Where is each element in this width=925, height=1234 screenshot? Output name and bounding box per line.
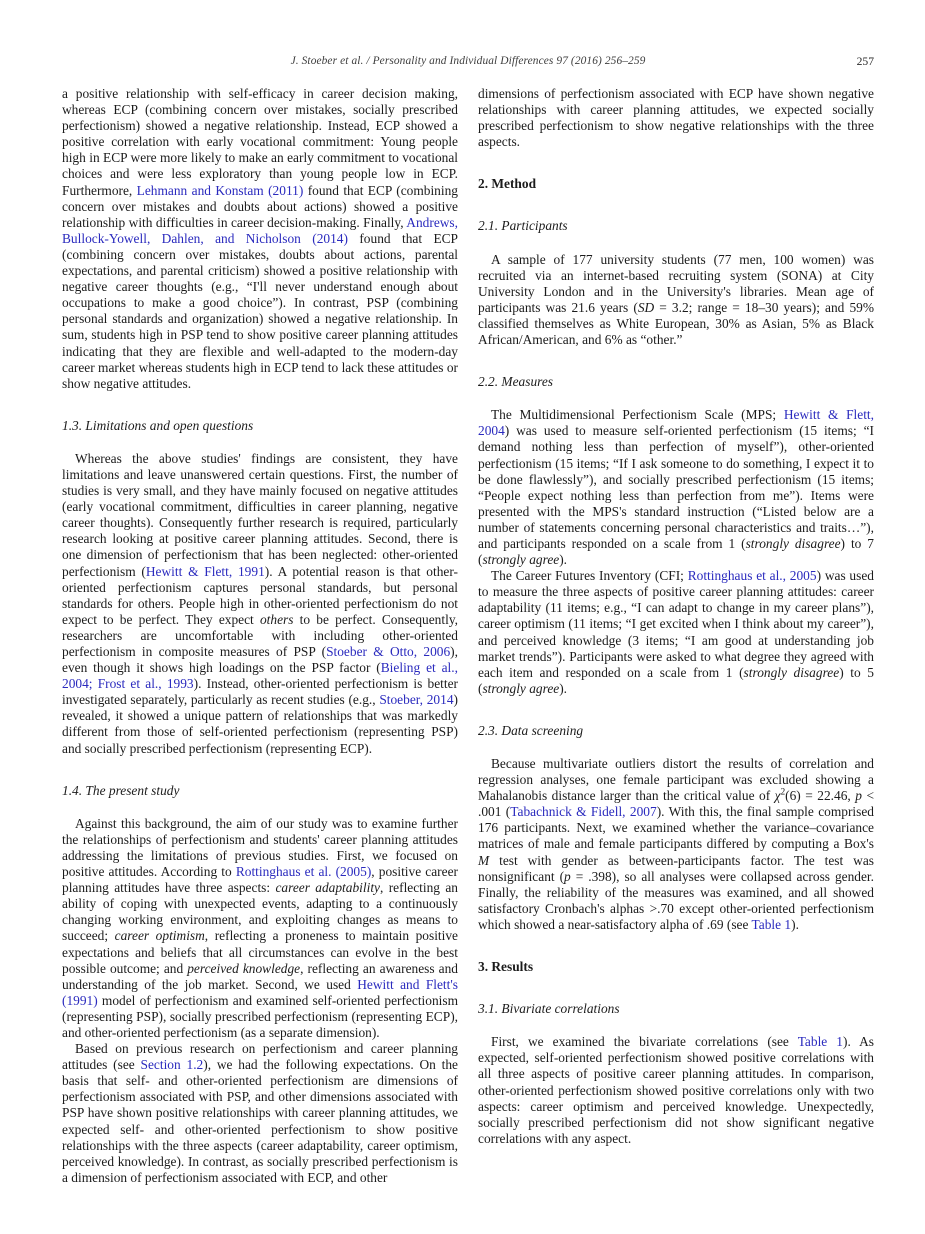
paragraph bbox=[478, 86, 874, 150]
text-run: First, we examined the bivariate correlations (see bbox=[491, 1034, 798, 1050]
text-run: ), even though it shows high loadings on the PSP factor ( bbox=[62, 644, 458, 676]
column-right bbox=[478, 86, 874, 1186]
text-run: , reflecting an ability of coping with unexpected events, adapting to a continuously changing working environment, and exploiting changes as means to succeed; bbox=[62, 880, 459, 944]
citation-link[interactable]: Stoeber, 2014 bbox=[379, 692, 454, 708]
citation-link[interactable]: Tabachnick & Fidell, 2007 bbox=[510, 804, 657, 820]
text-run: found that ECP (combining concern over mistakes and doubts about actions) showed a positive relationship with difficulties in career decision-making. Finally, bbox=[62, 182, 458, 230]
text-run: ). With this, the final sample comprised 176 participants. Next, we examined whether the variance–covariance matrices of male and female participants differed by computing a Box's bbox=[478, 804, 874, 852]
text-run: M bbox=[478, 852, 490, 868]
text-run: dimensions of perfectionism associated with ECP have shown negative relationships with career planning attitudes, we expected socially prescribed perfectionism to show negative relationships with the three aspects. bbox=[478, 86, 874, 150]
citation-link[interactable]: Table 1 bbox=[751, 916, 792, 932]
text-run: ) to 7 ( bbox=[478, 535, 874, 568]
text-run: a positive relationship with self-efficacy in career decision making, whereas ECP (combining concern over mistakes, socially prescribed perfectionism) showed a negative relationship. Instead, ECP showed a positive correlation with early vocational commitment: Young people high in ECP were more likely to make an early commitment to vocational choices and were less exploratory than young people low in ECP. Furthermore, bbox=[62, 86, 458, 198]
citation-link[interactable]: Hewitt & Flett, 1991 bbox=[145, 563, 265, 579]
citation-link[interactable]: Hewitt & Flett, 2004 bbox=[478, 407, 874, 439]
text-run: ). A potential reason is that other-oriented perfectionism captures personal standards, but personal standards for others. People high in other-oriented perfectionism do not expect to be perfect. They expect bbox=[62, 563, 458, 627]
paragraph bbox=[478, 756, 874, 933]
text-run: (6) = 22.46, bbox=[785, 788, 856, 804]
text-run: = .398), so all analyses were collapsed across gender. Finally, the reliability of the measures was examined, and all showed satisfactory Cronbach's alphas >.70 except other-oriented perfectionism which showed a near-satisfactory alpha of .69 (see bbox=[478, 868, 874, 932]
text-run: career adaptability bbox=[275, 880, 380, 896]
text-run: found that ECP (combining concern over mistakes, doubts about actions, parental expectations, and parental criticism) showed a positive relationship with negative career thoughts (e.g., “I'll never understand enough about occupations to make a good choice”). In contrast, PSP (combining personal standards and organization) showed a negative relationship. In sum, students high in PSP tend to show positive career planning attitudes indicating that they are flexible and well-adapted to the modern-day career market whereas students high in ECP tend to lack these attitudes or show negative attitudes. bbox=[62, 230, 459, 391]
paragraph bbox=[62, 1041, 458, 1186]
section-heading: 2. Method bbox=[478, 176, 537, 192]
section-heading: 3. Results bbox=[478, 959, 534, 975]
text-run: to be perfect. Consequently, researchers are uncomfortable with including other-oriented perfectionism in composite measures of PSP ( bbox=[62, 611, 458, 659]
text-run: SD bbox=[637, 299, 655, 315]
citation-link[interactable]: Stoeber & Otto, 2006 bbox=[326, 644, 451, 659]
citation-link[interactable]: Table 1 bbox=[797, 1034, 843, 1050]
text-run: strongly agree bbox=[482, 552, 560, 568]
citation-link[interactable]: Rottinghaus et al. (2005) bbox=[235, 864, 372, 880]
text-run: , reflecting an awareness and understanding of the job market. Second, we used bbox=[62, 960, 458, 992]
paragraph bbox=[478, 252, 874, 349]
text-run: The Multidimensional Perfectionism Scale (MPS; bbox=[491, 407, 784, 423]
subsection-heading: 2.3. Data screening bbox=[478, 722, 584, 738]
text-run: ) revealed, it showed a unique pattern of relationships that was markedly different from those of self-oriented perfectionism (representing PSP) and socially prescribed perfectionism (representing ECP). bbox=[62, 692, 458, 756]
text-run: χ bbox=[774, 788, 781, 804]
text-run: ) was used to measure self-oriented perfectionism (15 items; “I demand nothing less than perfection of myself”), other-oriented perfectionism (15 items; “If I ask someone to do something, I expect it to be done flawlessly”), and socially prescribed perfectionism (15 items; “People expect nothing less than perfection from me”). Items were presented with the MPS's standard instruction (“Listed below are a number of statements concerning personal characteristics and traits…”), and participants responded on a scale from 1 ( bbox=[478, 423, 874, 551]
text-run: Whereas the above studies' findings are consistent, they have limitations and leave unanswered certain questions. First, the number of studies is very small, and they have mainly focused on negative attitudes (early vocational commitment, difficulties in career planning, negative career thoughts). Consequently further research is required, particularly research looking at positive career planning attitudes. Second, there is one dimension of perfectionism that has been neglected: other-oriented perfectionism ( bbox=[62, 450, 458, 579]
running-title: J. Stoeber et al. / Personality and Individual Differences 97 (2016) 256–259 bbox=[290, 55, 646, 67]
text-run: test with gender as between-participants factor. The test was nonsignificant ( bbox=[478, 852, 874, 884]
text-run: ). bbox=[791, 916, 799, 932]
text-run: perceived knowledge bbox=[187, 960, 301, 976]
text-run: A sample of 177 university students (77 men, 100 women) was recruited via an internet-based recruiting system (SONA) at City University London and in the University's libraries. Mean age of participants was 21.6 years ( bbox=[478, 251, 874, 315]
paragraph bbox=[478, 568, 874, 697]
text-run: model of perfectionism and examined self-oriented perfectionism (representing PSP), socially prescribed perfectionism (representing ECP), and other-oriented perfectionism (as a separate dimension). bbox=[62, 992, 458, 1040]
citation-link[interactable]: Section 1.2 bbox=[140, 1057, 204, 1073]
text-run: , reflecting a proneness to maintain positive expectations and beliefs that all circumstances can evolve in the best possible outcome; and bbox=[62, 928, 458, 976]
two-column-body bbox=[62, 86, 874, 1186]
citation-link[interactable]: Andrews, Bullock-Yowell, Dahlen, and Nicholson (2014) bbox=[62, 214, 458, 246]
text-run: Based on previous research on perfectionism and career planning attitudes (see bbox=[62, 1041, 458, 1073]
text-run: The Career Futures Inventory (CFI; bbox=[491, 568, 688, 584]
text-run: strongly disagree bbox=[743, 664, 840, 680]
text-run: , positive career planning attitudes have three aspects: bbox=[62, 864, 458, 896]
text-run: Because multivariate outliers distort the results of correlation and regression analyses, one female participant was excluded showing a Mahalanobis distance larger than the critical value of bbox=[478, 756, 874, 804]
paragraph bbox=[478, 1034, 874, 1147]
text-run: ) was used to measure the three aspects of positive career planning attitudes: career adaptability (11 items; e.g., “I can adapt to change in my career plans”), career optimism (11 items; “I get excited when I think about my career”), and perceived knowledge (3 items; “I am good at understanding job market trends”). Participants were asked to what degree they agreed with each item and responded on a scale from 1 ( bbox=[478, 568, 874, 680]
text-run: others bbox=[259, 611, 294, 627]
text-run: strongly agree bbox=[482, 680, 560, 696]
page-header bbox=[62, 55, 874, 71]
text-run: p bbox=[564, 868, 571, 884]
subsection-heading: 3.1. Bivariate correlations bbox=[478, 1001, 620, 1017]
text-run: ). Instead, other-oriented perfectionism is better investigated separately, particularly as recent studies (e.g., bbox=[62, 676, 458, 708]
text-run: strongly disagree bbox=[745, 535, 841, 551]
text-run: ). bbox=[559, 552, 568, 568]
text-run: ) to 5 ( bbox=[478, 664, 874, 696]
subsection-heading: 1.3. Limitations and open questions bbox=[62, 417, 254, 433]
text-run: ). As expected, self-oriented perfectionism showed positive correlations with all three aspects of positive career planning attitudes. In comparison, other-oriented perfectionism showed positive correlations only with two aspects: career optimism and perceived knowledge. Unexpectedly, socially prescribed perfectionism did not show significant negative correlations with any aspect. bbox=[478, 1034, 875, 1146]
paragraph bbox=[62, 451, 458, 757]
subsection-heading: 2.1. Participants bbox=[478, 218, 568, 234]
page-number: 257 bbox=[856, 55, 874, 68]
subsection-heading: 1.4. The present study bbox=[62, 782, 180, 798]
paragraph bbox=[478, 407, 874, 568]
text-run: p bbox=[855, 788, 862, 804]
citation-link[interactable]: Rottinghaus et al., 2005 bbox=[687, 568, 817, 584]
paragraph bbox=[62, 816, 458, 1041]
text-run: ), we had the following expectations. On the basis that self- and other-oriented perfectionism are dimensions of perfectionism associated with PSP, and other dimensions associated with PSP have shown positive relationships with career planning attitudes, we expected self- and other-oriented perfectionism to show positive relationships with the three aspects (career adaptability, career optimism, perceived knowledge). In contrast, as socially prescribed perfectionism is a dimension of perfectionism associated with ECP, and other bbox=[62, 1057, 458, 1185]
paragraph bbox=[62, 86, 458, 392]
text-run: ). bbox=[559, 680, 568, 696]
text-run: = 3.2; range = 18–30 years); and 59% classified themselves as White European, 30% as Asian, 5% as Black African/American, and 6% as “other.” bbox=[478, 299, 874, 348]
citation-link[interactable]: Hewitt and Flett's (1991) bbox=[62, 976, 458, 1008]
citation-link[interactable]: Bieling et al., 2004; Frost et al., 1993 bbox=[62, 660, 458, 692]
citation-link[interactable]: Lehmann and Konstam (2011) bbox=[136, 182, 304, 198]
column-left bbox=[62, 86, 458, 1186]
text-run: 2 bbox=[780, 786, 786, 797]
text-run: Against this background, the aim of our study was to examine further the relationships of perfectionism and students' career planning attitudes addressing the limitations of previous studies. First, we focused on positive attitudes. According to bbox=[62, 815, 458, 880]
subsection-heading: 2.2. Measures bbox=[478, 374, 554, 390]
text-run: career optimism bbox=[114, 928, 205, 944]
text-run: < .001 ( bbox=[478, 788, 874, 820]
